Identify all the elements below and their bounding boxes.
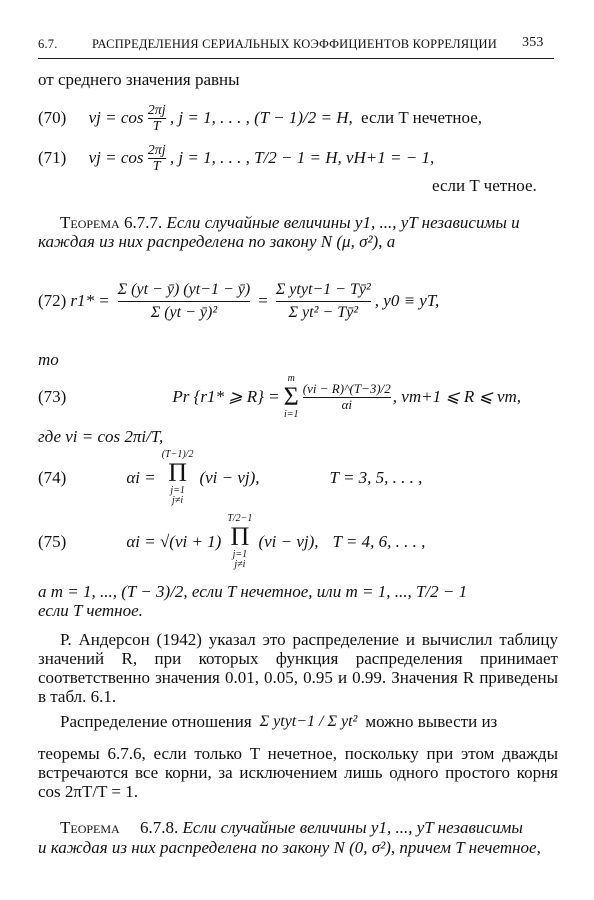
eq72-lhs: r1* = <box>70 291 110 310</box>
eq75-prod-bot: j=1 <box>232 549 248 560</box>
eq73-tail: , νm+1 ⩽ R ⩽ νm, <box>392 387 522 406</box>
eq72-equals: = <box>258 291 268 310</box>
where-line: где νi = cos 2πi/T, <box>38 427 164 446</box>
eq73 <box>38 372 521 422</box>
eq72-fraction1 <box>118 281 251 322</box>
eq70-number: (70) <box>38 107 67 127</box>
m-condition-line2: если T четное. <box>38 601 143 620</box>
page-number: 353 <box>522 35 544 50</box>
intro-text: от среднего значения равны <box>38 70 240 89</box>
eq72-number: (72) <box>38 291 67 310</box>
eq75-tail: T = 4, 6, . . . , <box>332 532 426 551</box>
eq75-prod-top: T/2−1 <box>227 513 253 524</box>
para2-first-line <box>60 700 558 744</box>
eq72-num2: Σ ytyt−1 − Tȳ² <box>275 280 371 298</box>
eq71-number: (71) <box>38 147 67 167</box>
eq74-body: (νi − νj), <box>199 468 260 487</box>
eq70 <box>38 103 482 135</box>
eq74 <box>38 450 422 506</box>
eq73-sum: m Σ i=1 <box>283 373 299 420</box>
eq73-lhs: Pr {r1* ⩾ R} = <box>172 387 280 406</box>
eq71-frac-den: T <box>152 159 161 175</box>
theorem-677-text2: каждая из них распределена по закону N (μ, σ²), а <box>38 232 396 251</box>
eq73-fraction <box>303 382 391 412</box>
theorem-677-text1: Если случайные величины y1, ..., yT независимы и <box>166 213 520 232</box>
para2-rest: теоремы 6.7.6, если только T нечетное, поскольку при этом дважды встречаются все корни, за исключением лишь одного простого корня cos 2πT/T = 1. <box>38 744 558 801</box>
section-number: 6.7. <box>38 37 58 51</box>
eq72 <box>38 256 439 346</box>
eq74-prod-bot: j=1 <box>170 485 185 496</box>
eq71-condition: если T четное. <box>432 176 537 195</box>
eq73-sum-top: m <box>287 373 295 384</box>
eq74-lhs: αi = <box>126 468 156 487</box>
eq72-tail: , y0 ≡ yT, <box>374 291 440 310</box>
eq70-range: , j = 1, . . . , (T − 1)/2 = H, <box>169 107 353 127</box>
eq70-frac-den: T <box>152 119 161 135</box>
theorem-678-label: Теорема <box>60 818 120 837</box>
para2-expression: Σ ytyt−1 / Σ yt² <box>259 713 358 730</box>
eq70-lhs: νj = cos <box>88 107 144 127</box>
eq74-number: (74) <box>38 468 67 487</box>
eq74-prod-top: (T−1)/2 <box>161 449 194 460</box>
theorem-677-number: 6.7.7. <box>123 213 163 232</box>
eq71-fraction <box>148 143 166 175</box>
eq72-num1: Σ (yt − ȳ) (yt−1 − ȳ) <box>117 280 251 298</box>
eq75-product: T/2−1 Π j=1 j≠i <box>227 513 253 570</box>
anderson-paragraph: Р. Андерсон (1942) указал это распределение и вычислил таблицу значений R, при которых функция распределения принимает соответственно значения 0.01, 0.05, 0.95 и 0.99. Значения R приведены в табл. 6.1. <box>38 630 558 706</box>
m-condition-line1: а m = 1, ..., (T − 3)/2, если T нечетное, или m = 1, ..., T/2 − 1 <box>38 582 468 601</box>
eq70-frac-num: 2πj <box>147 103 166 118</box>
running-title: РАСПРЕДЕЛЕНИЯ СЕРИАЛЬНЫХ КОЭФФИЦИЕНТОВ КОРРЕЛЯЦИИ <box>92 37 497 51</box>
eq72-den1: Σ (yt − ȳ)² <box>150 303 218 321</box>
eq71 <box>38 143 434 175</box>
eq74-product: (T−1)/2 Π j=1 j≠i <box>161 449 194 506</box>
eq71-range: , j = 1, . . . , T/2 − 1 = H, νH+1 = − 1, <box>169 147 435 167</box>
theorem-678-line1 <box>60 818 523 838</box>
eq71-lhs: νj = cos <box>88 147 144 167</box>
eq72-fraction2 <box>276 281 371 322</box>
eq73-number: (73) <box>38 387 67 406</box>
eq75-lhs: αi = √(νi + 1) <box>126 532 222 551</box>
theorem-678-number: 6.7.8. <box>139 818 179 837</box>
eq75-body: (νi − νj), <box>258 532 319 551</box>
eq71-frac-num: 2πj <box>147 143 166 158</box>
eq70-condition: если T нечетное, <box>361 107 483 127</box>
eq70-fraction <box>148 103 166 135</box>
eq73-frac-num: (νi − R)^(T−3)/2 <box>302 381 391 397</box>
eq73-frac-den: αi <box>341 396 352 412</box>
eq72-den2: Σ yt² − Tȳ² <box>288 303 358 321</box>
header-rule <box>38 58 554 59</box>
eq73-sum-bot: i=1 <box>283 409 299 420</box>
eq74-tail: T = 3, 5, . . . , <box>329 468 423 487</box>
theorem-678-text1: Если случайные величины y1, ..., yT независимы <box>182 818 523 837</box>
theorem-677-line1 <box>60 213 520 233</box>
eq75-prod-bot2: j≠i <box>234 559 246 570</box>
theorem-678-text2: и каждая из них распределена по закону N (0, σ²), причем T нечетное, <box>38 838 541 857</box>
theorem-677-label: Теорема <box>60 213 120 232</box>
para2-end: можно вывести из <box>365 712 498 731</box>
eq75-number: (75) <box>38 532 67 551</box>
eq75 <box>38 514 425 570</box>
para2-start: Распределение отношения <box>60 712 252 731</box>
then-word: то <box>38 350 59 369</box>
eq74-prod-bot2: j≠i <box>172 495 184 506</box>
